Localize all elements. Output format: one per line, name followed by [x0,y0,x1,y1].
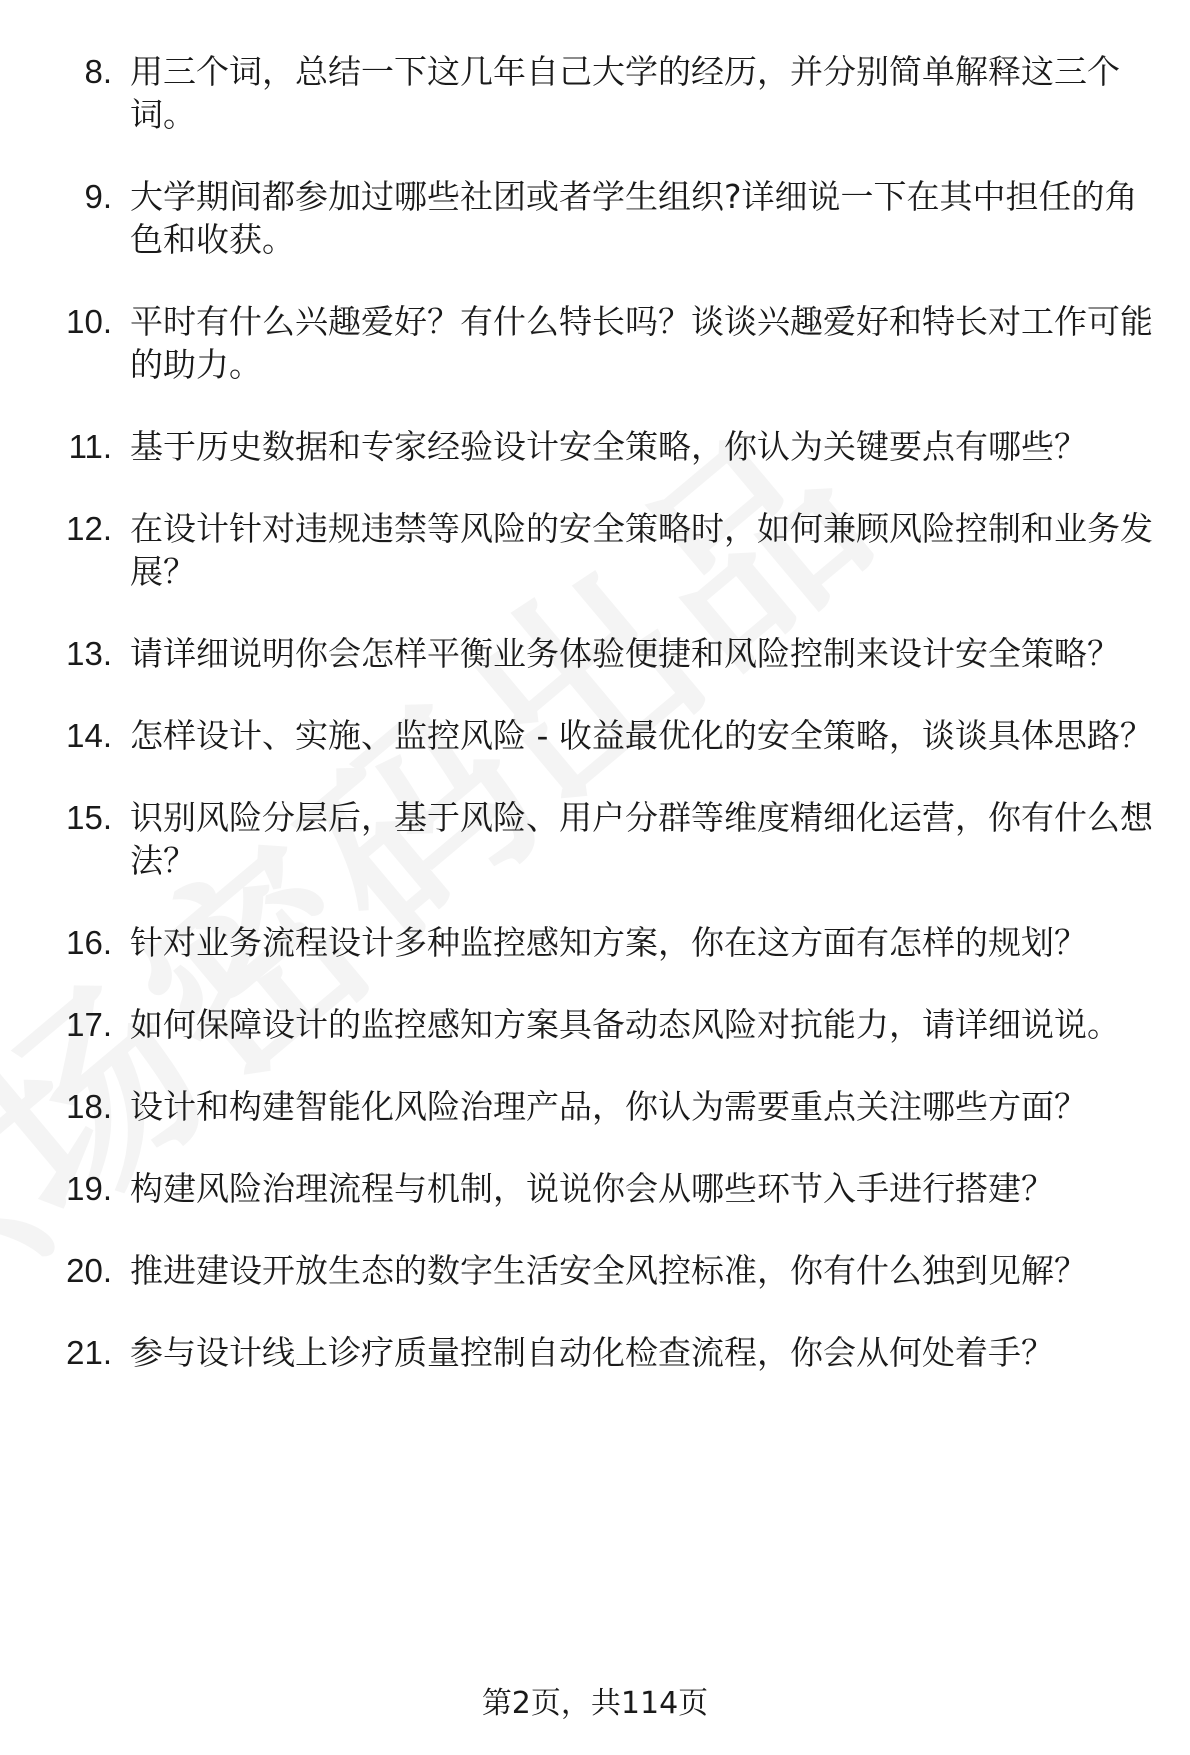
question-text: 在设计针对违规违禁等风险的安全策略时，如何兼顾风险控制和业务发展？ [130,509,1153,591]
page-footer: 第2页，共114页 [481,1686,709,1721]
question-text: 推进建设开放生态的数字生活安全风控标准，你有什么独到见解？ [130,1251,1087,1290]
question-item [60,1167,1170,1210]
question-number: 8. [84,53,112,90]
question-number: 12. [66,510,112,547]
question-number: 16. [66,924,112,961]
question-item [60,1331,1170,1374]
question-text: 参与设计线上诊疗质量控制自动化检查流程，你会从何处着手？ [130,1333,1054,1372]
question-number: 9. [84,178,112,215]
question-item [60,175,1170,261]
question-item [60,1003,1170,1046]
question-item [60,714,1170,757]
question-item [60,1085,1170,1128]
question-item [60,796,1170,882]
question-text: 构建风险治理流程与机制，说说你会从哪些环节入手进行搭建？ [130,1169,1054,1208]
question-text: 请详细说明你会怎样平衡业务体验便捷和风险控制来设计安全策略？ [130,634,1120,673]
question-text: 针对业务流程设计多种监控感知方案，你在这方面有怎样的规划？ [130,923,1087,962]
question-item [60,632,1170,675]
question-number: 19. [66,1170,112,1207]
question-text: 基于历史数据和专家经验设计安全策略，你认为关键要点有哪些？ [130,427,1087,466]
question-item [60,425,1170,468]
question-number: 17. [66,1006,112,1043]
question-item [60,507,1170,593]
question-number: 10. [66,303,112,340]
question-list [60,50,1170,1413]
question-number: 20. [66,1252,112,1289]
question-text: 用三个词，总结一下这几年自己大学的经历，并分别简单解释这三个词。 [130,52,1120,134]
question-item [60,50,1170,136]
question-number: 18. [66,1088,112,1125]
question-item [60,300,1170,386]
question-text: 如何保障设计的监控感知方案具备动态风险对抗能力，请详细说说。 [130,1005,1120,1044]
question-text: 大学期间都参加过哪些社团或者学生组织?详细说一下在其中担任的角色和收获。 [130,177,1138,259]
question-item [60,1249,1170,1292]
question-text: 设计和构建智能化风险治理产品，你认为需要重点关注哪些方面？ [130,1087,1087,1126]
question-item [60,921,1170,964]
question-number: 11. [68,428,112,465]
question-text: 平时有什么兴趣爱好？有什么特长吗？谈谈兴趣爱好和特长对工作可能的助力。 [130,302,1153,384]
question-number: 14. [66,717,112,754]
question-number: 15. [66,799,112,836]
question-text: 识别风险分层后，基于风险、用户分群等维度精细化运营，你有什么想法？ [130,798,1153,880]
question-number: 21. [66,1334,112,1371]
question-number: 13. [66,635,112,672]
question-text: 怎样设计、实施、监控风险 - 收益最优化的安全策略，谈谈具体思路？ [130,716,1153,755]
